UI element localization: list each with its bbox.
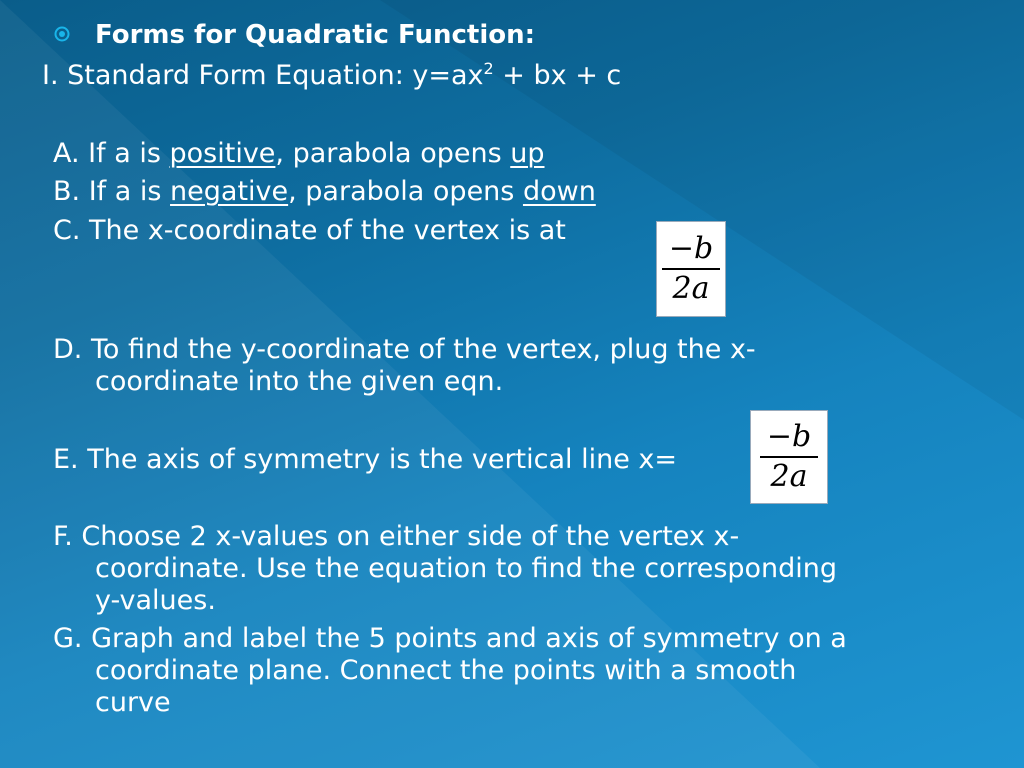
item-f-line2: coordinate. Use the equation to find the corresponding: [95, 553, 838, 584]
item-a: [53, 138, 545, 170]
item-b: [53, 176, 596, 208]
item-a-positive: positive: [169, 138, 276, 169]
item-f-line1: F. Choose 2 x-values on either side of the vertex x-: [53, 521, 740, 552]
standard-form-suffix: + bx + c: [493, 60, 622, 91]
vertex-fraction-denominator: 2a: [672, 271, 710, 306]
vertex-fraction-numerator: −b: [668, 231, 714, 266]
item-b-negative: negative: [170, 176, 289, 207]
fraction-bar: [760, 456, 818, 458]
item-d-line1: D. To find the y-coordinate of the vertex, plug the x-: [53, 334, 756, 365]
item-f-line3: y-values.: [95, 585, 216, 616]
item-a-up: up: [510, 138, 545, 169]
fraction-bar: [662, 268, 720, 270]
slide-heading: Forms for Quadratic Function:: [95, 20, 536, 50]
item-d-line2: coordinate into the given eqn.: [95, 366, 504, 397]
standard-form-prefix: I. Standard Form Equation: y=ax: [42, 60, 484, 91]
standard-form-line: [42, 60, 621, 92]
axis-fraction: [750, 410, 828, 504]
circle-bullet-icon: [54, 26, 70, 42]
axis-fraction-denominator: 2a: [770, 459, 808, 494]
item-g-line1: G. Graph and label the 5 points and axis of symmetry on a: [53, 623, 847, 654]
axis-fraction-numerator: −b: [766, 419, 812, 454]
standard-form-exponent: 2: [483, 59, 494, 78]
item-c: C. The x-coordinate of the vertex is at: [53, 215, 566, 246]
item-a-pre: A. If a is: [53, 138, 170, 169]
item-e: E. The axis of symmetry is the vertical line x=: [53, 444, 678, 475]
vertex-fraction: [656, 221, 726, 317]
item-g-line3: curve: [95, 687, 171, 718]
item-a-mid: , parabola opens: [275, 138, 511, 169]
item-b-mid: , parabola opens: [288, 176, 523, 207]
item-b-pre: B. If a is: [53, 176, 171, 207]
item-g-line2: coordinate plane. Connect the points with a smooth: [95, 655, 797, 686]
item-b-down: down: [522, 176, 596, 207]
